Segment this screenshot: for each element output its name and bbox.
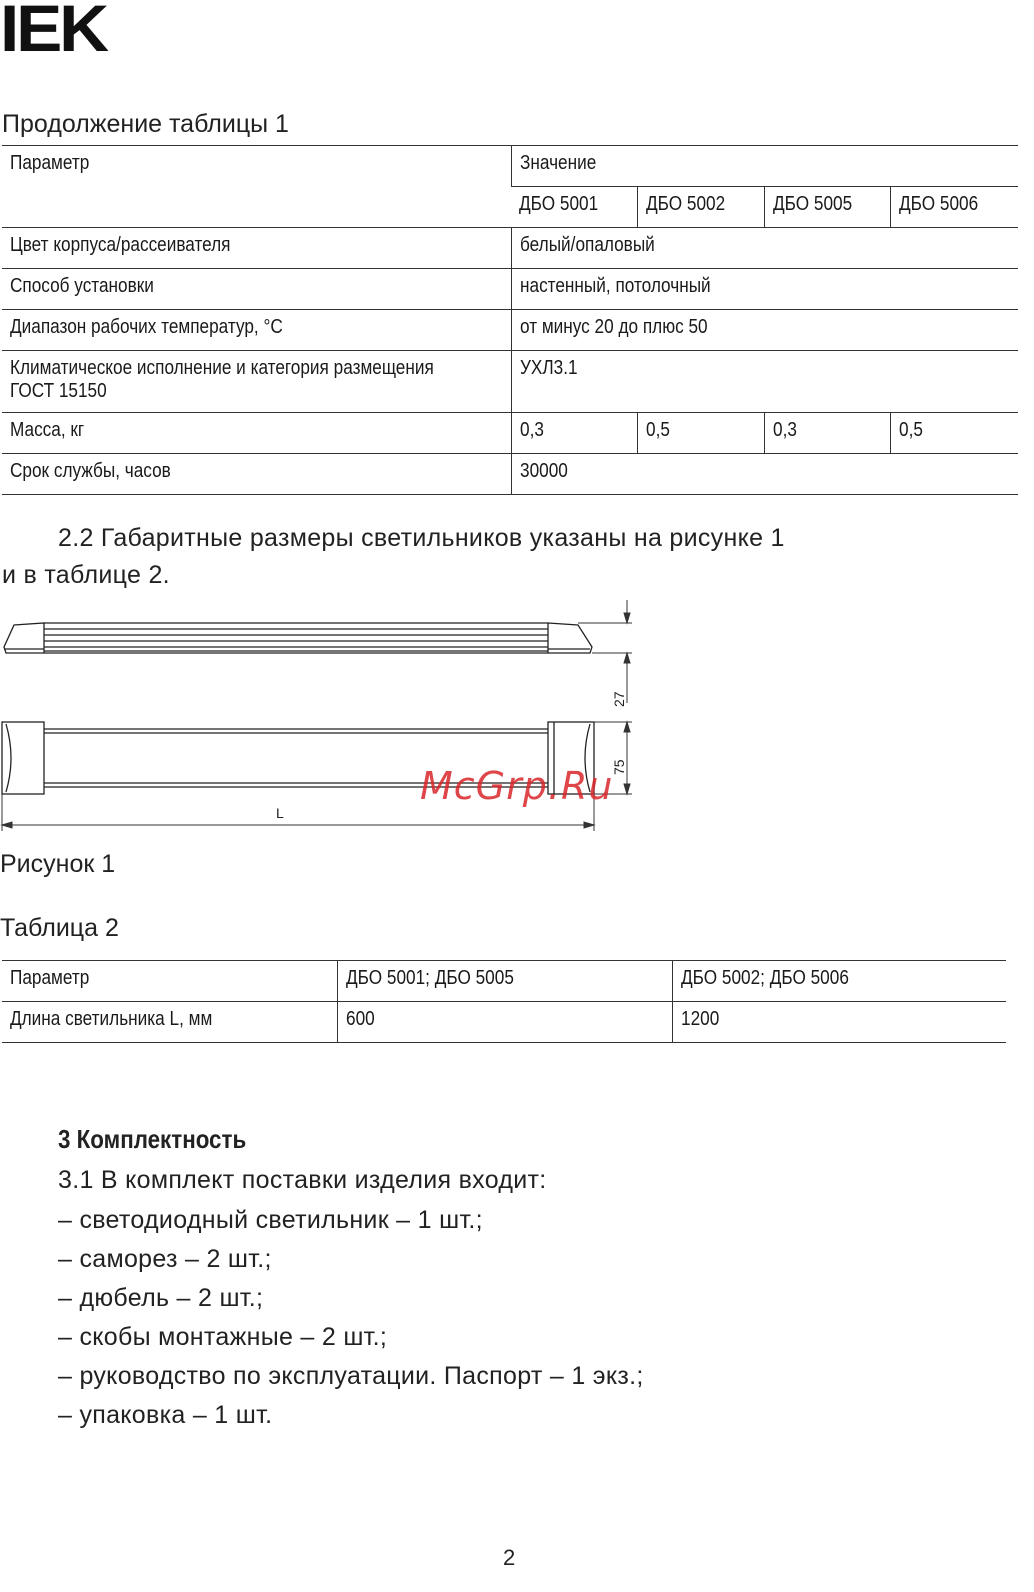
section3-heading: 3 Комплектность [58, 1124, 247, 1154]
table-row [2, 310, 1018, 351]
figure1-caption: Рисунок 1 [0, 850, 116, 878]
dimension-75: 75 [611, 759, 627, 775]
iek-logo: IEK [0, 0, 107, 65]
table1-header-param: Параметр [2, 146, 511, 228]
table1-param: Цвет корпуса/рассеивателя [2, 228, 511, 269]
table1-caption: Продолжение таблицы 1 [2, 110, 289, 138]
table1-model: ДБО 5005 [764, 187, 890, 228]
table-row [2, 454, 1018, 495]
table1-model: ДБО 5002 [638, 187, 764, 228]
table2-cell: Длина светильника L, мм [2, 1002, 337, 1043]
table-row [2, 228, 1018, 269]
table1-value: от минус 20 до плюс 50 [511, 310, 1018, 351]
table2-header: ДБО 5001; ДБО 5005 [337, 961, 672, 1002]
table1-value: белый/опаловый [511, 228, 1018, 269]
table1-mass: 0,5 [891, 413, 1018, 454]
page-number: 2 [503, 1545, 516, 1570]
table-row [2, 413, 1018, 454]
table1-mass: 0,3 [511, 413, 637, 454]
table1-param: Диапазон рабочих температур, °С [2, 310, 511, 351]
watermark: McGrp.Ru [420, 764, 614, 808]
table1-value: УХЛ3.1 [511, 351, 1018, 413]
table1-mass: 0,3 [764, 413, 890, 454]
table-row [2, 351, 1018, 413]
section22-line1: 2.2 Габаритные размеры светильников указаны на рисунке 1 [58, 524, 785, 552]
table2-caption: Таблица 2 [0, 914, 119, 942]
table1-mass: 0,5 [638, 413, 764, 454]
list-item: – упаковка – 1 шт. [58, 1401, 273, 1429]
table1-header-value: Значение [511, 146, 1018, 187]
section22-line2: и в таблице 2. [2, 561, 170, 589]
table1-param: Климатическое исполнение и категория размещения ГОСТ 15150 [2, 351, 511, 413]
list-item: – дюбель – 2 шт.; [58, 1284, 264, 1312]
list-item: – саморез – 2 шт.; [58, 1245, 272, 1273]
table1-param: Срок службы, часов [2, 454, 511, 495]
list-item: – руководство по эксплуатации. Паспорт – 1 экз.; [58, 1362, 644, 1390]
table2-header: Параметр [2, 961, 337, 1002]
table1 [2, 145, 1018, 495]
list-item: – скобы монтажные – 2 шт.; [58, 1323, 388, 1351]
table1-param: Масса, кг [2, 413, 511, 454]
table1-value: 30000 [511, 454, 1018, 495]
list-item: – светодиодный светильник – 1 шт.; [58, 1206, 483, 1234]
table1-model: ДБО 5001 [511, 187, 637, 228]
table-row [2, 269, 1018, 310]
section3-intro: 3.1 В комплект поставки изделия входит: [58, 1166, 547, 1194]
table2-header: ДБО 5002; ДБО 5006 [672, 961, 1006, 1002]
table2-cell: 1200 [672, 1002, 1006, 1043]
dimension-27: 27 [611, 691, 627, 707]
table1-value: настенный, потолочный [511, 269, 1018, 310]
table-row [2, 1002, 1006, 1043]
table2 [2, 960, 1006, 1043]
table1-model: ДБО 5006 [891, 187, 1018, 228]
table-row [2, 961, 1006, 1002]
table1-param: Способ установки [2, 269, 511, 310]
table2-cell: 600 [337, 1002, 672, 1043]
dimension-L: L [276, 805, 284, 821]
luminaire-side-view [4, 623, 592, 653]
